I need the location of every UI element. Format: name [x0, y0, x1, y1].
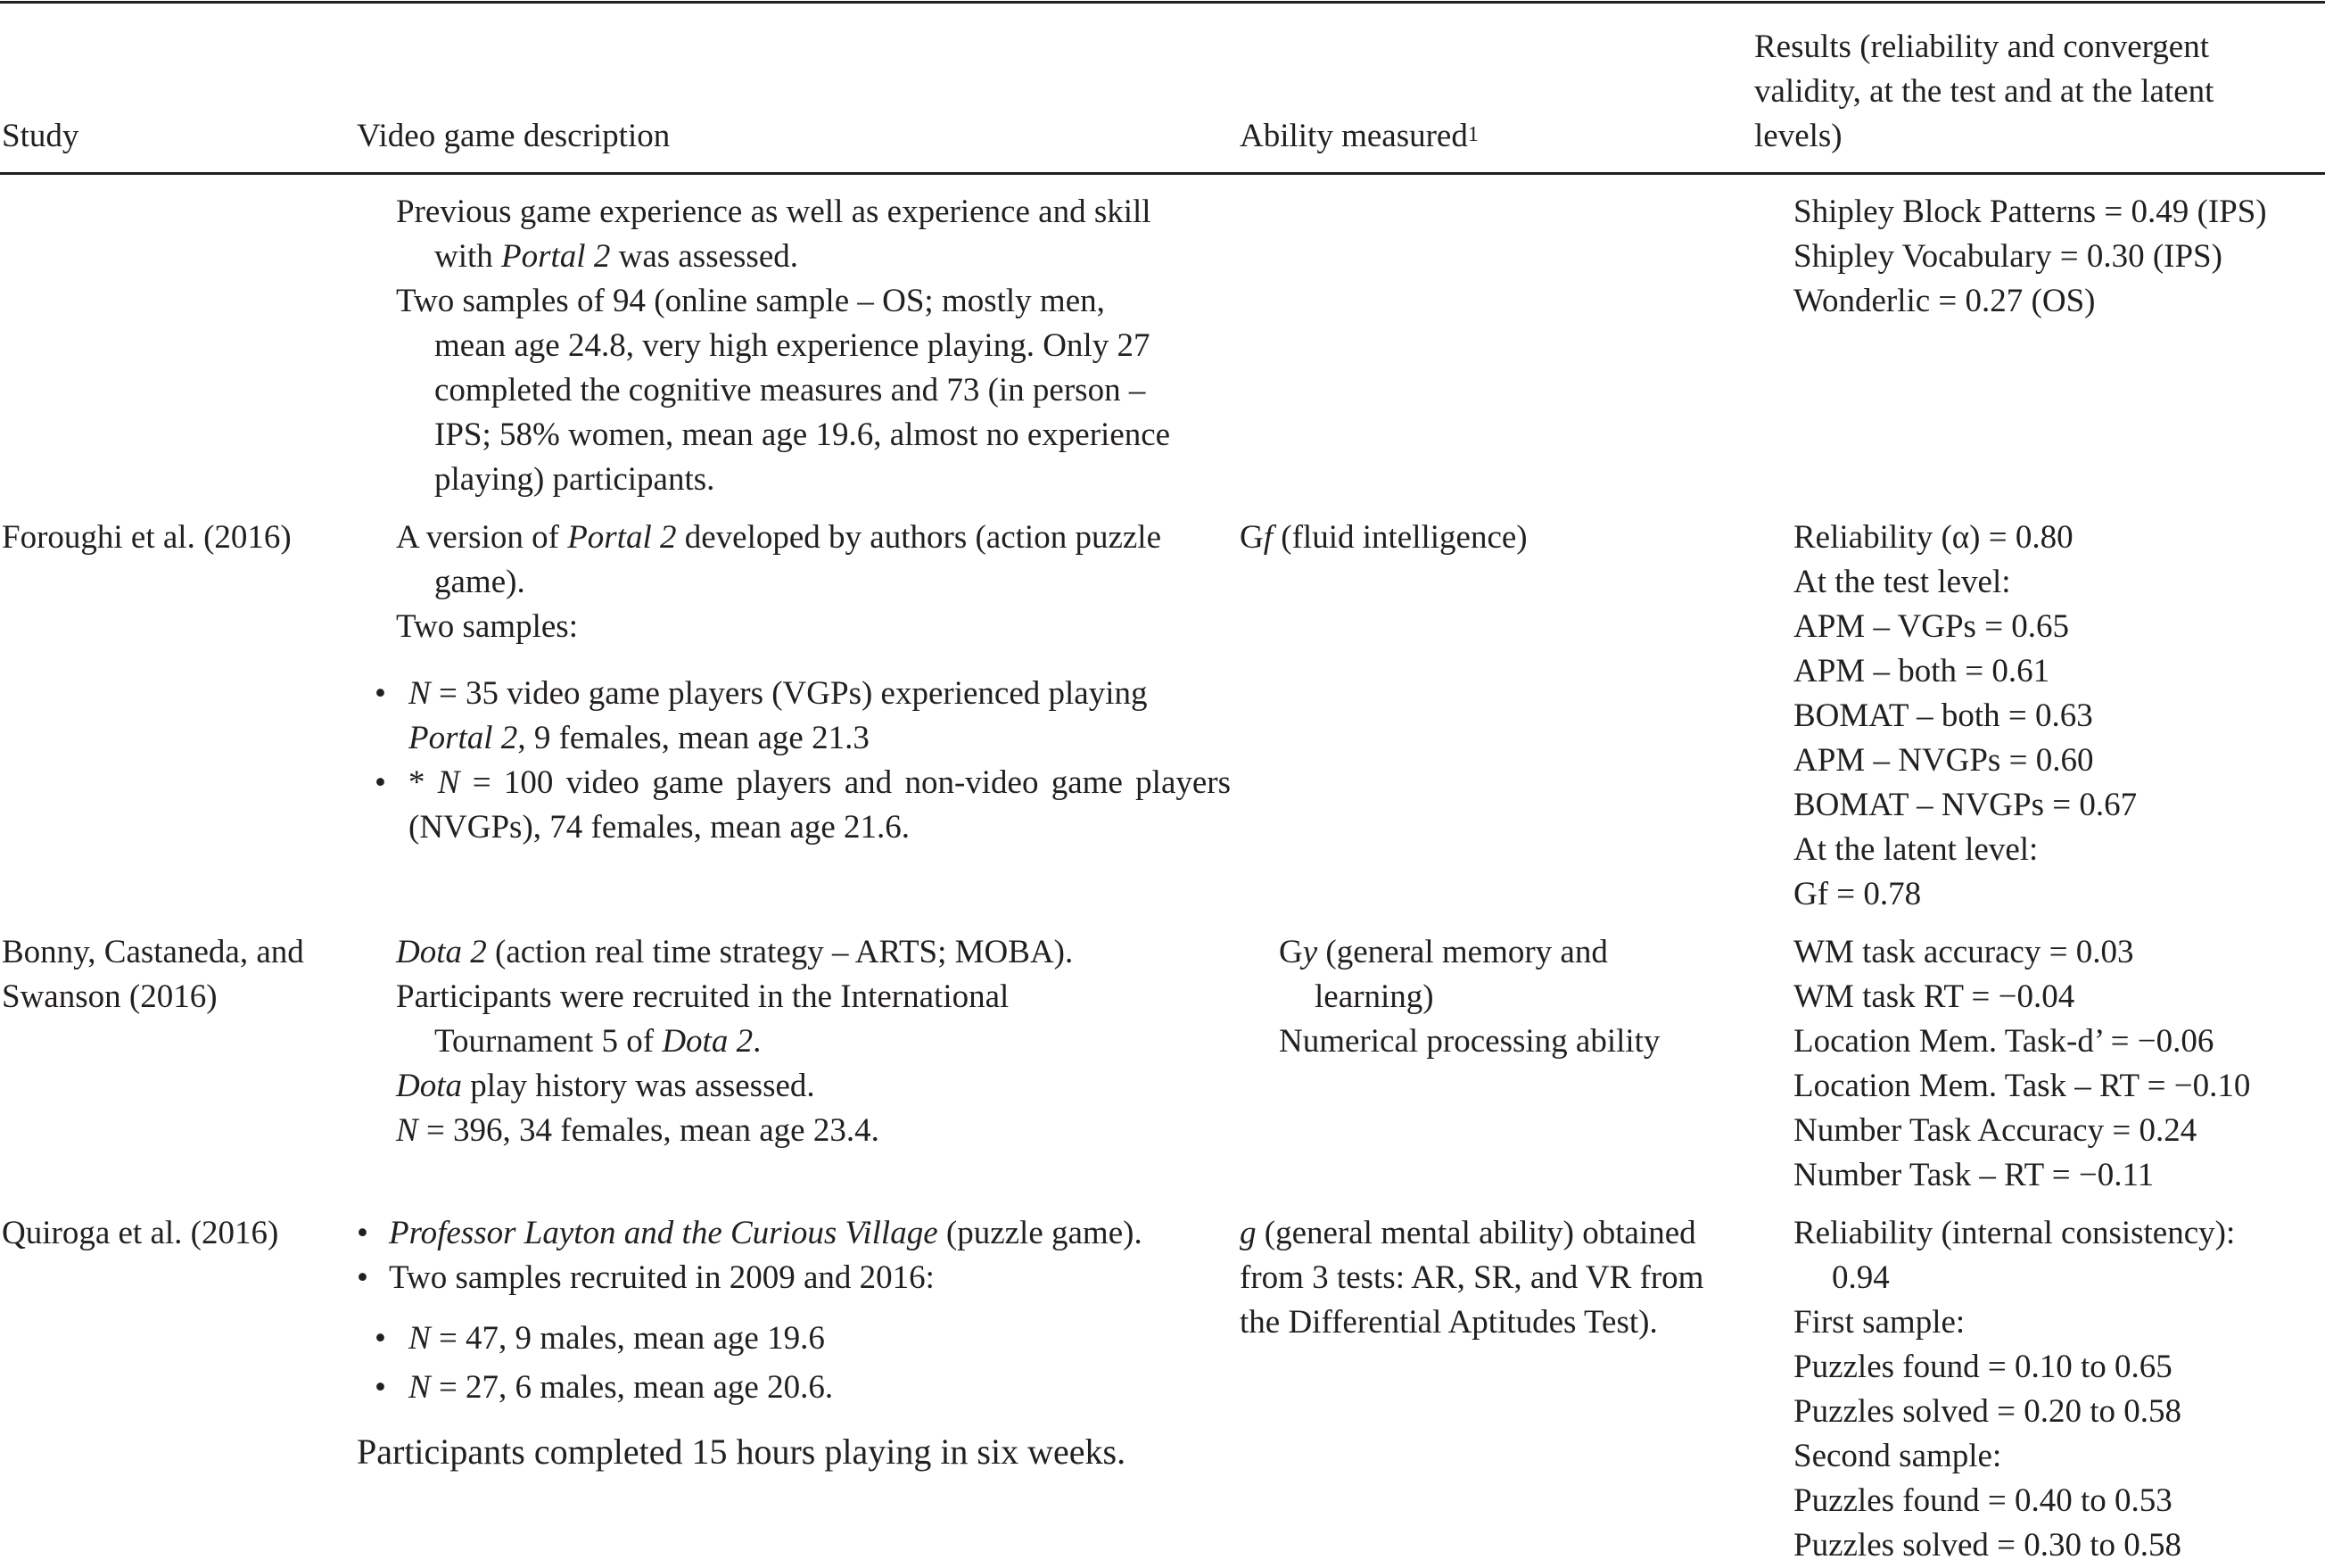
- bullet-icon: •: [375, 675, 386, 712]
- row3-study: [2, 1211, 350, 1256]
- desc-line: playing) participants.: [434, 461, 715, 498]
- desc-line: Two samples of 94 (online sample – OS; mostly men,: [396, 283, 1105, 319]
- game-title: Portal 2: [567, 519, 677, 556]
- result-line: Number Task – RT = −0.11: [1793, 1157, 2155, 1193]
- bullet-icon: •: [375, 1320, 386, 1357]
- bullet-item-cont: Portal 2, 9 females, mean age 21.3: [408, 720, 870, 756]
- row2-results: [1793, 930, 2325, 1198]
- result-line: WM task accuracy = 0.03: [1793, 934, 2134, 970]
- bullet-item: • Two samples recruited in 2009 and 2016:: [357, 1256, 1231, 1300]
- desc-line: IPS; 58% women, mean age 19.6, almost no experience: [434, 417, 1171, 453]
- header-results-line: validity, at the test and at the latent: [1754, 73, 2214, 110]
- desc-line: Participants were recruited in the International: [396, 978, 1010, 1015]
- row1-description: [357, 516, 1231, 850]
- result-line: Wonderlic = 0.27 (OS): [1793, 283, 2096, 319]
- study-name-line: Bonny, Castaneda, and: [2, 934, 304, 970]
- desc-line: N = 396, 34 females, mean age 23.4.: [396, 1112, 879, 1149]
- game-title: Dota: [396, 1068, 462, 1104]
- header-results-cell: [1754, 25, 2325, 159]
- row1-ability: [1240, 516, 1752, 560]
- desc-line: Tournament 5 of Dota 2.: [434, 1023, 762, 1060]
- result-line: APM – NVGPs = 0.60: [1793, 742, 2094, 779]
- desc-line: with Portal 2 was assessed.: [434, 238, 798, 275]
- result-line: Number Task Accuracy = 0.24: [1793, 1112, 2197, 1149]
- footnote-marker: 1: [1467, 123, 1479, 146]
- result-line: Gf = 0.78: [1793, 876, 1922, 912]
- result-line: Location Mem. Task – RT = −0.10: [1793, 1068, 2251, 1104]
- result-line: BOMAT – both = 0.63: [1793, 697, 2093, 734]
- study-name: Foroughi et al. (2016): [2, 519, 292, 556]
- row1-study: [2, 516, 350, 560]
- row3-ability: [1240, 1211, 1752, 1345]
- result-line: 0.94: [1832, 1259, 1890, 1296]
- bullet-icon: •: [357, 1259, 368, 1296]
- result-line: Second sample:: [1793, 1438, 2002, 1474]
- header-results-line: Results (reliability and convergent: [1754, 29, 2209, 65]
- result-line: Shipley Block Patterns = 0.49 (IPS): [1793, 194, 2267, 230]
- result-line: At the test level:: [1793, 564, 2011, 600]
- bullet-item: • Professor Layton and the Curious Village (puzzle game).: [357, 1211, 1231, 1256]
- row2-ability: [1279, 930, 1752, 1064]
- result-line: First sample:: [1793, 1304, 1966, 1341]
- bullet-icon: •: [375, 1369, 386, 1406]
- desc-line: mean age 24.8, very high experience playing. Only 27: [434, 327, 1150, 364]
- result-line: Puzzles found = 0.40 to 0.53: [1793, 1482, 2172, 1519]
- study-name: Quiroga et al. (2016): [2, 1215, 279, 1251]
- closing-note: Participants completed 15 hours playing in six weeks.: [357, 1432, 1126, 1472]
- spacer: [357, 1412, 1231, 1430]
- header-ability-cell: [1240, 114, 1752, 159]
- ability-line: g (general mental ability) obtained: [1240, 1215, 1696, 1251]
- ability-line: the Differential Aptitudes Test).: [1240, 1304, 1658, 1341]
- bullet-item: • * N = 100 video game players and non-video game players (NVGPs), 74 females, mean age 21.6.: [357, 761, 1231, 850]
- ability-line: from 3 tests: AR, SR, and VR from: [1240, 1259, 1704, 1296]
- result-line: Puzzles found = 0.10 to 0.65: [1793, 1349, 2172, 1385]
- result-line: Reliability (internal consistency):: [1793, 1215, 2236, 1251]
- row0-results: [1793, 190, 2325, 324]
- row1-results: [1793, 516, 2325, 917]
- header-bottom-rule: [0, 172, 2325, 175]
- ability-line: Numerical processing ability: [1279, 1023, 1661, 1060]
- result-line: Puzzles solved = 0.20 to 0.58: [1793, 1393, 2182, 1430]
- result-line: APM – both = 0.61: [1793, 653, 2050, 689]
- game-title: Dota 2: [396, 934, 487, 970]
- bullet-icon: •: [357, 1215, 368, 1251]
- ability-line: learning): [1315, 978, 1434, 1015]
- spacer: [357, 649, 1231, 672]
- bullet-icon: •: [375, 764, 386, 801]
- ability-line: Gf (fluid intelligence): [1240, 519, 1528, 556]
- row0-description: [396, 190, 1234, 502]
- row2-study: [2, 930, 350, 1019]
- bullet-item: • N = 35 video game players (VGPs) experienced playing: [357, 672, 1231, 716]
- result-line: WM task RT = −0.04: [1793, 978, 2075, 1015]
- desc-line: completed the cognitive measures and 73 (in person –: [434, 372, 1146, 409]
- desc-line: game).: [434, 564, 525, 600]
- desc-line: Dota 2 (action real time strategy – ARTS; MOBA).: [396, 934, 1074, 970]
- header-study-cell: [2, 114, 350, 159]
- ability-line: Gy (general memory and: [1279, 934, 1608, 970]
- result-line: Location Mem. Task-d’ = −0.06: [1793, 1023, 2214, 1060]
- result-line: At the latent level:: [1793, 831, 2039, 868]
- game-title: Dota 2: [662, 1023, 754, 1060]
- result-line: Puzzles solved = 0.30 to 0.58: [1793, 1527, 2182, 1564]
- result-line: Reliability (α) = 0.80: [1793, 519, 2074, 556]
- result-line: APM – VGPs = 0.65: [1793, 608, 2070, 645]
- row3-description: [357, 1211, 1231, 1474]
- header-study: Study: [2, 118, 79, 154]
- header-description-cell: [357, 114, 1231, 159]
- sub-bullet-item: • N = 27, 6 males, mean age 20.6.: [357, 1363, 1231, 1412]
- table-top-rule: [0, 1, 2325, 4]
- study-name-line: Swanson (2016): [2, 978, 218, 1015]
- game-title: Professor Layton and the Curious Village: [389, 1215, 938, 1251]
- row3-results: [1793, 1211, 2325, 1568]
- header-ability: Ability measured$^1$: [1240, 118, 1479, 154]
- header-results-line: levels): [1754, 118, 1843, 154]
- sub-bullet-item: • N = 47, 9 males, mean age 19.6: [357, 1314, 1231, 1363]
- game-title: Portal 2: [408, 720, 518, 756]
- result-line: BOMAT – NVGPs = 0.67: [1793, 787, 2138, 823]
- game-title: Portal 2: [501, 238, 611, 275]
- desc-line: A version of Portal 2 developed by authors (action puzzle: [396, 519, 1161, 556]
- desc-line: Previous game experience as well as experience and skill: [396, 194, 1151, 230]
- result-line: Shipley Vocabulary = 0.30 (IPS): [1793, 238, 2222, 275]
- spacer: [357, 1300, 1231, 1314]
- desc-line: Two samples:: [396, 608, 578, 645]
- row2-description: [396, 930, 1234, 1153]
- desc-line: Dota play history was assessed.: [396, 1068, 815, 1104]
- header-description: Video game description: [357, 118, 671, 154]
